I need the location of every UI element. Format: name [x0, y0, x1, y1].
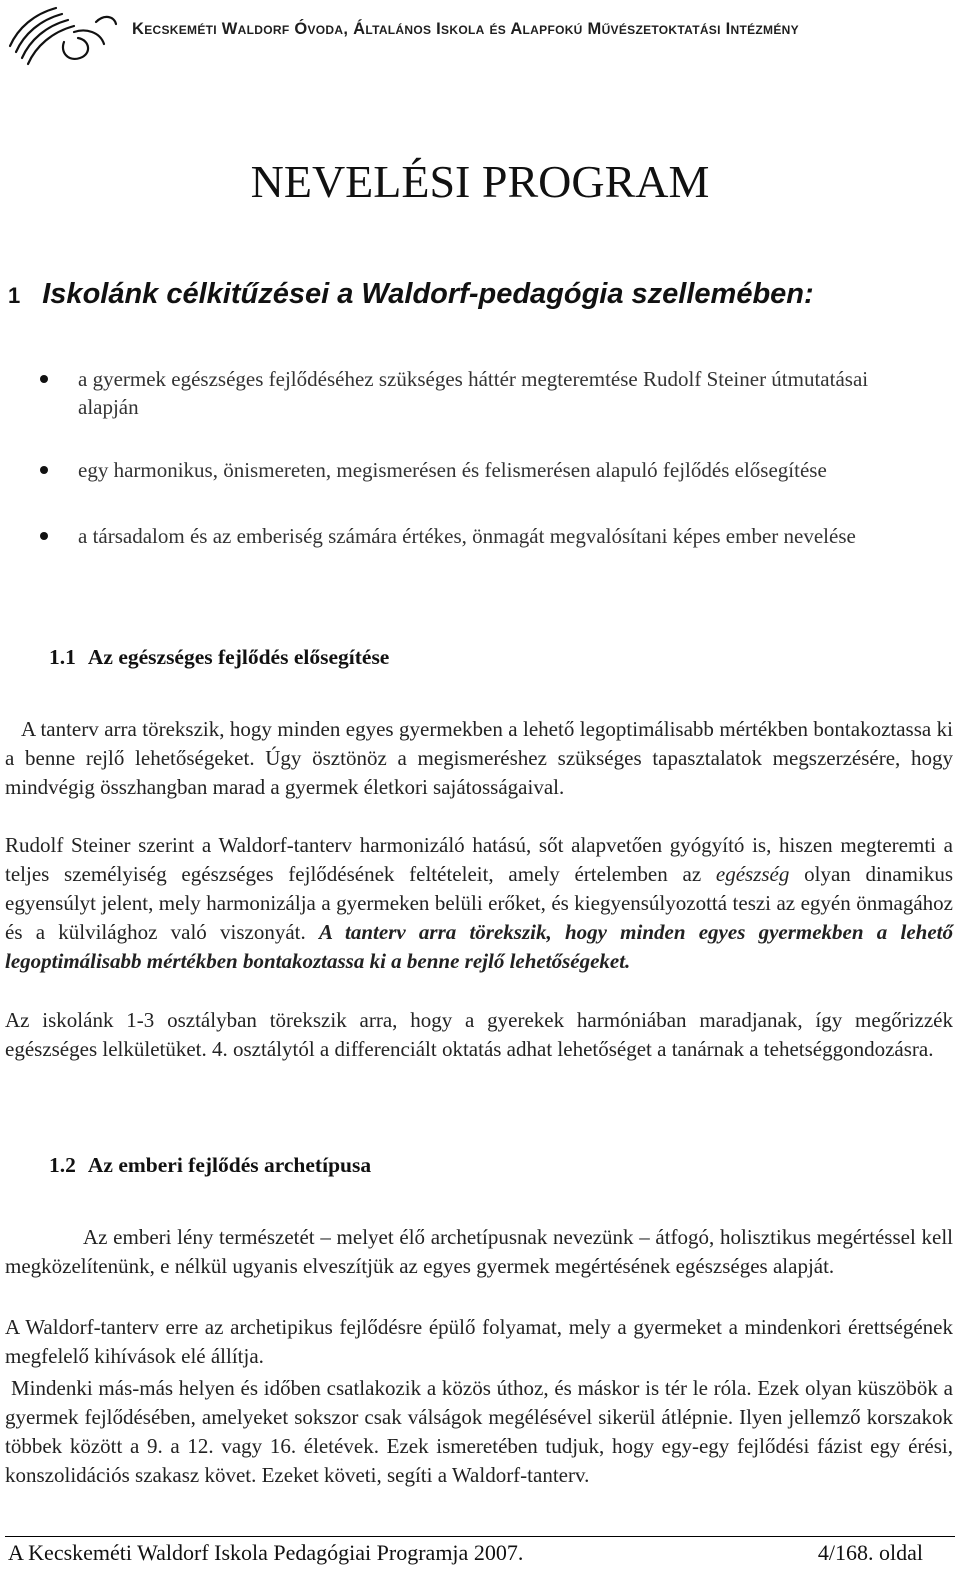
goals-list: [40, 365, 920, 550]
section-number: 1: [8, 283, 21, 308]
paragraph: Az iskolánk 1-3 osztályban törekszik arra, hogy a gyerekek harmóniában maradjanak, így megőrizzék egészséges lelkületüket. 4. osztálytól a differenciált oktatás adhat lehetőséget a tanárnak a tehetséggondozásra.: [5, 1008, 953, 1061]
section-number: 1.1: [49, 645, 76, 669]
school-logo: [4, 2, 120, 68]
paragraph: Mindenki más-más helyen és időben csatlakozik a közös úthoz, és máskor is tér le róla. Ezek olyan küszöbök a gyermek fejlődésében, amelyeket sokszor csak válságok megélésével sikerül átlépnie. Ilyen jellemző korszakok többek között a 9. a 12. vagy 16. életévek. Ezek ismeretében tudjuk, hogy egy-egy fejlődési fázist egy érési, konszolidációs szakasz követ. Ezeket követi, segíti a Waldorf-tanterv.: [5, 1376, 953, 1487]
school-name: Kecskeméti Waldorf Óvoda, Általános Iskola és Alapfokú Művészetoktatási Intézmény: [132, 20, 799, 38]
document-title: NEVELÉSI PROGRAM: [250, 156, 710, 207]
footer-divider: [5, 1536, 955, 1537]
emphasis-bold: A tanterv arra törekszik, hogy minden egyes gyermekben a lehető legoptimálisabb mértékben bontakoztassa ki a benne rejlő lehetőségeket.: [5, 920, 953, 973]
section-title: Iskolánk célkitűzései a Waldorf-pedagógia szellemében:: [42, 278, 814, 310]
emphasis: egészség: [715, 862, 790, 886]
list-item: egy harmonikus, önismereten, megismerésen és felismerésen alapuló fejlődés elősegítése: [40, 456, 920, 484]
paragraph: A tanterv arra törekszik, hogy minden egyes gyermekben a lehető legoptimálisabb mértékben bontakoztassa ki a benne rejlő lehetőségeket. Úgy ösztönöz a megismeréshez szükséges tapasztalatok megszerzésére, hogy mindvégig összhangban marad a gyermek életkori sajátosságaival.: [5, 717, 953, 799]
page-number: 4/168. oldal: [817, 1540, 923, 1565]
section-number: 1.2: [49, 1153, 76, 1177]
list-item: a társadalom és az emberiség számára értékes, önmagát megvalósítani képes ember nevelése: [40, 522, 920, 550]
section-1-1-heading: [49, 645, 389, 670]
section-1-heading: [8, 278, 814, 311]
paragraph: Az emberi lény természetét – melyet élő archetípusnak nevezünk – átfogó, holisztikus megértéssel kell megközelítenünk, e nélkül ugyanis elveszítjük az egyes gyermek megértésének egészséges alapját.: [5, 1225, 953, 1278]
section-1-2-heading: [49, 1153, 371, 1178]
paragraph: Rudolf Steiner szerint a Waldorf-tanterv harmonizáló hatású, sőt alapvetően gyógyító is, hiszen megteremti a teljes személyiség egészséges fejlődésének feltételeit, amely értelemben az egészség olyan dinamikus egyensúlyt jelent, mely harmonizálja a gyermeken belüli erőket, és kiegyensúlyozottá teszi az egyén önmagához és a külvilághoz való viszonyát. A tanterv arra törekszik, hogy minden egyes gyermekben a lehető legoptimálisabb mértékben bontakoztassa ki a benne rejlő lehetőségeket.: [5, 833, 954, 973]
page-header: [0, 0, 960, 76]
list-item: a gyermek egészséges fejlődéséhez szükséges háttér megteremtése Rudolf Steiner útmutatásai alapján: [40, 365, 920, 421]
section-title: Az egészséges fejlődés elősegítése: [87, 645, 390, 669]
footer-title: A Kecskeméti Waldorf Iskola Pedagógiai Programja 2007.: [8, 1540, 524, 1565]
page-footer: [8, 1540, 923, 1566]
paragraph: A Waldorf-tanterv erre az archetipikus fejlődésre épülő folyamat, mely a gyermeket a mindenkori érettségének megfelelő kihívások elé állítja.: [5, 1315, 953, 1368]
section-title: Az emberi fejlődés archetípusa: [87, 1153, 372, 1177]
